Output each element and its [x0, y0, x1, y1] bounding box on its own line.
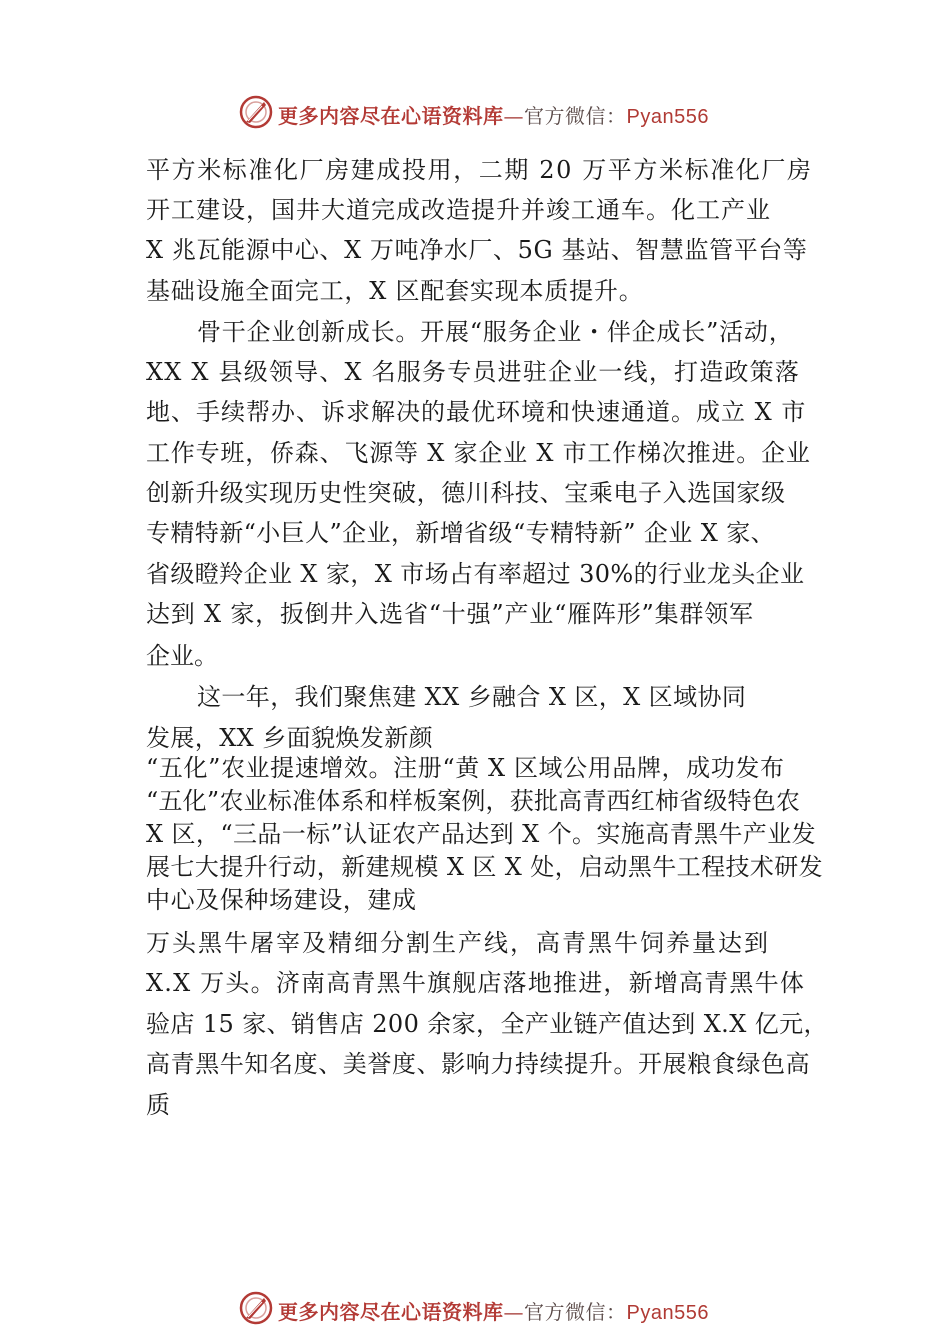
quill-logo-icon: [238, 94, 274, 130]
text-line: 开工建设，国井大道完成改造提升并竣工通车。化工产业: [146, 196, 771, 224]
text-line: 这一年，我们聚焦建 XX 乡融合 X 区，X 区域协同: [197, 683, 747, 711]
banner-wechat-label: 官方微信：: [524, 1300, 627, 1324]
text-line: 万头黑牛屠宰及精细分割生产线，高青黑牛饲养量达到: [146, 929, 770, 957]
text-line: XX X 县级领导、X 名服务专员进驻企业一线，打造政策落: [146, 358, 801, 386]
banner-account: Pyan556: [626, 1302, 709, 1324]
text-line: 专精特新“小巨人”企业，新增省级“专精特新” 企业 X 家、: [146, 519, 776, 547]
text-line: X 区，“三品一标”认证农产品达到 X 个。实施高青黑牛产业发: [146, 820, 816, 848]
text-line: 企业。: [146, 642, 218, 670]
text-line: 验店 15 家、销售店 200 余家，全产业链产值达到 X.X 亿元，: [146, 1010, 828, 1038]
banner-dash: —: [503, 104, 524, 128]
text-line: 平方米标准化厂房建成投用，二期 20 万平方米标准化厂房: [146, 156, 813, 184]
banner-wechat-label: 官方微信：: [524, 104, 627, 128]
text-line: 展七大提升行动，新建规模 X 区 X 处，启动黑牛工程技术研发: [146, 853, 824, 881]
text-line: X 兆瓦能源中心、X 万吨净水厂、5G 基站、智慧监管平台等: [146, 236, 808, 264]
text-line: X.X 万头。济南高青黑牛旗舰店落地推进，新增高青黑牛体: [146, 969, 806, 997]
footer-watermark-banner: [0, 1290, 950, 1330]
text-line: 创新升级实现历史性突破，德川科技、宝乘电子入选国家级: [146, 479, 786, 507]
header-watermark-banner: [0, 94, 950, 134]
banner-text: [278, 100, 709, 129]
banner-text: [278, 1296, 709, 1325]
text-line: 高青黑牛知名度、美誉度、影响力持续提升。开展粮食绿色高: [146, 1050, 811, 1078]
text-line: 中心及保种场建设，建成: [146, 886, 417, 914]
text-line: “五化”农业提速增效。注册“黄 X 区域公用品牌，成功发布: [146, 754, 785, 782]
text-line: 省级瞪羚企业 X 家，X 市场占有率超过 30%的行业龙头企业: [146, 560, 805, 588]
text-line: 骨干企业创新成长。开展“服务企业・伴企成长”活动，: [197, 318, 794, 346]
banner-dash: —: [503, 1300, 524, 1324]
text-line: 发展，XX 乡面貌焕发新颜: [146, 724, 433, 752]
text-line: “五化”农业标准体系和样板案例，获批高青西红柿省级特色农: [146, 787, 801, 815]
text-line: 工作专班，侨森、飞源等 X 家企业 X 市工作梯次推进。企业: [146, 439, 811, 467]
text-line: 质: [146, 1091, 170, 1119]
banner-brand: 更多内容尽在心语资料库: [278, 104, 504, 128]
text-line: 基础设施全面完工，X 区配套实现本质提升。: [146, 277, 644, 305]
banner-brand: 更多内容尽在心语资料库: [278, 1300, 504, 1324]
text-line: 达到 X 家，扳倒井入选省“十强”产业“雁阵形”集群领军: [146, 600, 754, 628]
quill-logo-icon: [238, 1290, 274, 1326]
text-line: 地、手续帮办、诉求解决的最优环境和快速通道。成立 X 市: [146, 398, 807, 426]
banner-account: Pyan556: [626, 106, 709, 128]
